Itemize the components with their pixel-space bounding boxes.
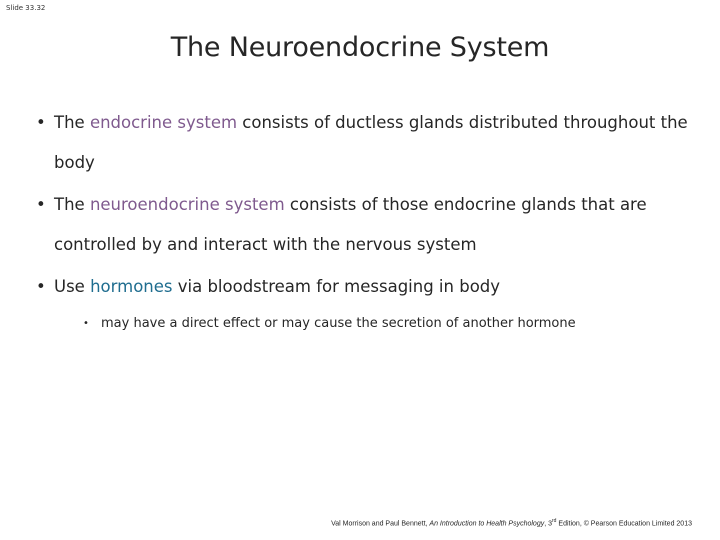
bullet-text-post: consists of ductless glands distributed throughout the body [54,113,688,172]
bullet-text-post: consists of those endocrine glands that are controlled by and interact with the nervous system [54,195,647,254]
bullet-icon: • [36,277,46,296]
footer-citation [331,518,692,527]
sub-bullet-item [74,307,696,341]
bullet-icon: • [36,195,46,214]
sub-bullet-text: may have a direct effect or may cause the secretion of another hormone [101,316,576,331]
bullet-text-pre: The [54,195,90,214]
bullet-highlight-term: hormones [90,277,173,296]
footer-authors: Val Morrison and Paul Bennett, [331,520,430,528]
bullet-text-post: via bloodstream for messaging in body [172,277,501,296]
sub-bullet-icon: • [83,318,89,329]
footer-edition-post: Edition, © Pearson Education Limited 2013 [556,520,692,528]
slide-number: Slide 33.32 [6,4,46,12]
footer-book-title: An Introduction to Health Psychology [429,520,545,528]
bullet-text-pre: Use [54,277,91,296]
bullet-text-pre: The [54,113,90,132]
bullet-item-neuroendocrine [36,185,696,265]
bullet-item-hormones [36,267,696,307]
footer-edition-sup: rd [552,518,557,524]
bullet-icon: • [36,113,46,132]
bullet-highlight-term: endocrine system [89,113,238,132]
bullet-item-endocrine [36,103,696,183]
bullet-list [36,103,696,341]
bullet-highlight-term: neuroendocrine system [89,195,285,214]
slide-title: The Neuroendocrine System [170,32,550,63]
footer-edition-pre: , 3 [544,520,553,528]
